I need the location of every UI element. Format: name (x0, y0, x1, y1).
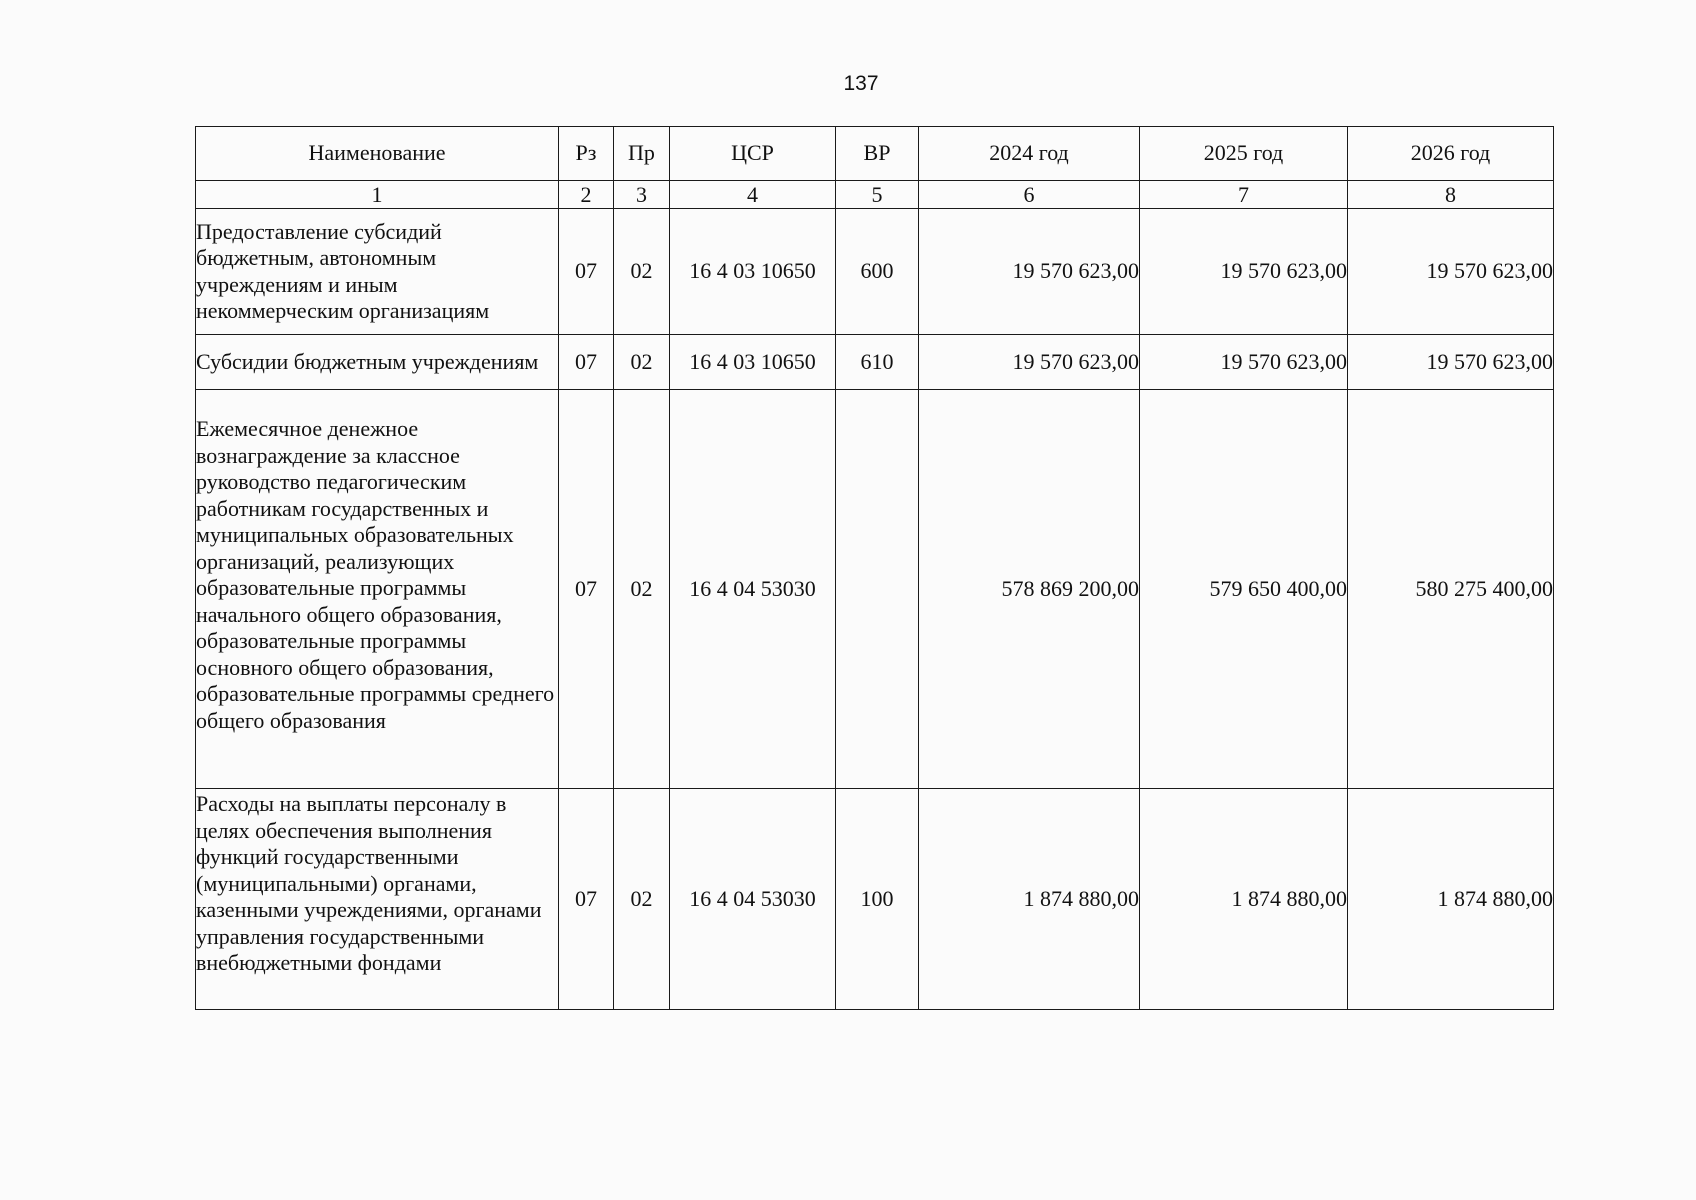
row-2025: 1 874 880,00 (1140, 789, 1348, 1010)
row-name: Ежемесячное денежное вознаграждение за классное руководство педагогическим работникам государственных и муниципальных образовательных организаций, реализующих образовательные программы начального общего образования, образовательные программы основного общего образования, образовательные программы среднего общего образования (196, 390, 559, 789)
row-2026: 580 275 400,00 (1348, 390, 1554, 789)
header-2024: 2024 год (919, 127, 1140, 181)
row-csr: 16 4 03 10650 (670, 335, 836, 390)
header-2025: 2025 год (1140, 127, 1348, 181)
row-rz: 07 (559, 789, 614, 1010)
row-rz: 07 (559, 209, 614, 335)
row-vr: 100 (836, 789, 919, 1010)
header-csr: ЦСР (670, 127, 836, 181)
row-2026: 19 570 623,00 (1348, 335, 1554, 390)
row-2024: 578 869 200,00 (919, 390, 1140, 789)
row-2025: 579 650 400,00 (1140, 390, 1348, 789)
row-2026: 1 874 880,00 (1348, 789, 1554, 1010)
row-pr: 02 (614, 335, 670, 390)
column-number: 3 (614, 181, 670, 209)
header-2026: 2026 год (1348, 127, 1554, 181)
row-name: Субсидии бюджетным учреждениям (196, 335, 559, 390)
row-pr: 02 (614, 789, 670, 1010)
column-number: 6 (919, 181, 1140, 209)
row-vr (836, 390, 919, 789)
row-2024: 1 874 880,00 (919, 789, 1140, 1010)
table-row (196, 390, 1554, 789)
row-rz: 07 (559, 335, 614, 390)
column-number: 1 (196, 181, 559, 209)
header-rz: Рз (559, 127, 614, 181)
column-number: 7 (1140, 181, 1348, 209)
header-row (196, 127, 1554, 181)
column-number-row (196, 181, 1554, 209)
row-vr: 600 (836, 209, 919, 335)
row-2026: 19 570 623,00 (1348, 209, 1554, 335)
table-row (196, 209, 1554, 335)
row-csr: 16 4 03 10650 (670, 209, 836, 335)
row-2025: 19 570 623,00 (1140, 209, 1348, 335)
row-name: Расходы на выплаты персоналу в целях обеспечения выполнения функций государственными (муниципальными) органами, казенными учреждениями, органами управления государственными внебюджетными фондами (196, 789, 559, 1010)
row-vr: 610 (836, 335, 919, 390)
column-number: 5 (836, 181, 919, 209)
row-2024: 19 570 623,00 (919, 335, 1140, 390)
header-name: Наименование (196, 127, 559, 181)
row-name: Предоставление субсидий бюджетным, автономным учреждениям и иным некоммерческим организациям (196, 209, 559, 335)
column-number: 8 (1348, 181, 1554, 209)
budget-table (195, 126, 1554, 1010)
column-number: 4 (670, 181, 836, 209)
column-number: 2 (559, 181, 614, 209)
row-pr: 02 (614, 390, 670, 789)
row-2024: 19 570 623,00 (919, 209, 1140, 335)
table-row (196, 789, 1554, 1010)
table-row (196, 335, 1554, 390)
row-csr: 16 4 04 53030 (670, 390, 836, 789)
row-rz: 07 (559, 390, 614, 789)
row-csr: 16 4 04 53030 (670, 789, 836, 1010)
header-vr: ВР (836, 127, 919, 181)
row-2025: 19 570 623,00 (1140, 335, 1348, 390)
header-pr: Пр (614, 127, 670, 181)
page-number: 137 (843, 72, 879, 95)
row-pr: 02 (614, 209, 670, 335)
